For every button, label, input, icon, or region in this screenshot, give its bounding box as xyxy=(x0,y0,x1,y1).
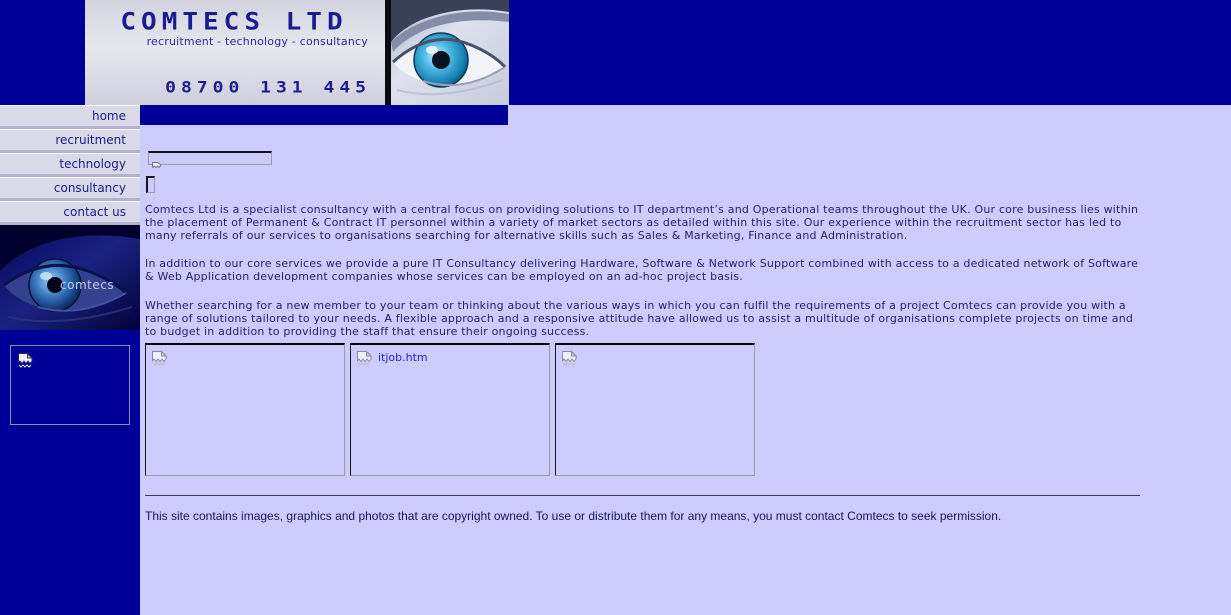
broken-image-icon xyxy=(152,162,161,169)
sidebar-broken-image-box xyxy=(10,345,130,425)
paragraph-1: Comtecs Ltd is a specialist consultancy with a central focus on providing solutions to IT department’s and Operational teams throughout the UK. Our core business lies within the placement of Permanent & Contract IT personnel within a variety of market sectors as detailed within this site. Our experience within the recruitment sector has led to many referrals of our services to organisations searching for alternative skills such as Sales & Marketing, Finance and Administration. xyxy=(145,203,1139,242)
content-top-bar xyxy=(140,105,508,125)
broken-image-placeholder-narrow xyxy=(146,176,155,193)
paragraph-3: Whether searching for a new member to your team or thinking about the various ways in which you can fulfil the requirements of a project Comtecs can provide you with a range of solutions tailored to your needs. A flexible approach and a responsive attitude have allowed us to assist a multitude of organisations complete projects on time and to budget in addition to providing the staff that ensure their ongoing success. xyxy=(145,298,1134,338)
sidebar-item-recruitment[interactable]: recruitment xyxy=(0,129,140,153)
itjob-link[interactable]: itjob.htm xyxy=(378,351,428,365)
sidebar xyxy=(0,105,140,615)
phone-number: 08700 131 445 xyxy=(165,78,371,97)
sidebar-item-technology[interactable]: technology xyxy=(0,153,140,177)
broken-image-icon xyxy=(151,350,168,366)
broken-image-icon xyxy=(561,350,578,366)
link-boxes-row xyxy=(145,343,1231,476)
eye-photo-header-image xyxy=(391,0,509,105)
header-corner-spacer xyxy=(0,0,85,105)
header-fill xyxy=(509,0,1231,105)
logo-subtitle: recruitment - technology - consultancy xyxy=(146,35,368,48)
main-content xyxy=(140,105,1231,615)
link-box-3 xyxy=(555,343,755,476)
link-box-2 xyxy=(350,343,550,476)
header xyxy=(0,0,1231,105)
sidebar-eye-caption: comtecs xyxy=(60,278,115,292)
sidebar-item-home[interactable]: home xyxy=(0,105,140,129)
broken-image-placeholder-wide xyxy=(148,151,272,165)
sidebar-item-consultancy[interactable]: consultancy xyxy=(0,177,140,201)
link-box-1 xyxy=(145,343,345,476)
eye-photo-header xyxy=(391,0,509,105)
logo xyxy=(85,0,385,105)
paragraph-2: In addition to our core services we provide a pure IT Consultancy delivering Hardware, Software & Network Support combined with access to a dedicated network of Software & Web Application development companies whose services can be employed on an ad-hoc project basis. xyxy=(145,257,1139,284)
intro-text xyxy=(145,204,1143,338)
sidebar-nav xyxy=(0,105,140,225)
copyright-note: This site contains images, graphics and photos that are copyright owned. To use or distribute them for any means, you must contact Comtecs to seek permission. xyxy=(145,509,1002,524)
broken-image-icon xyxy=(356,350,373,366)
sidebar-item-contact-us[interactable]: contact us xyxy=(0,201,140,225)
footer-divider xyxy=(145,495,1140,496)
eye-photo-sidebar xyxy=(0,225,140,330)
broken-image-icon xyxy=(17,352,34,368)
logo-title: COMTECS LTD xyxy=(120,8,348,36)
